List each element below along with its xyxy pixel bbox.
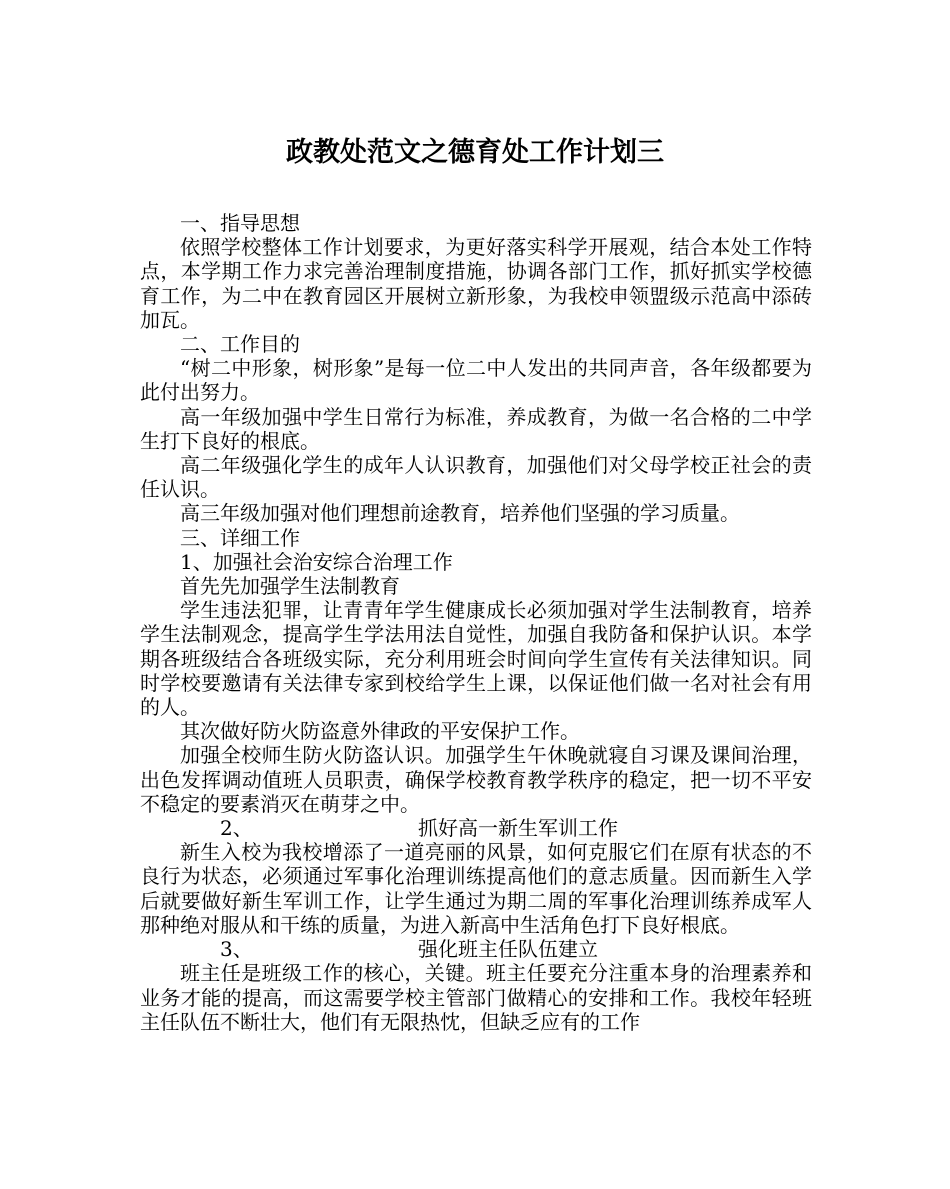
paragraph: 高二年级强化学生的成年人认识教育，加强他们对父母学校正社会的责任认识。 [140,453,812,502]
subsection-heading: 1、加强社会治安综合治理工作 [180,549,453,574]
paragraph: 高三年级加强对他们理想前途教育，培养他们坚强的学习质量。 [180,501,740,526]
paragraph: “树二中形象，树形象”是每一位二中人发出的共同声音，各年级都要为此付出努力。 [140,356,812,405]
document-title: 政教处范文之德育处工作计划三 [286,137,664,168]
paragraph: 班主任是班级工作的核心，关键。班主任要充分注重本身的治理素养和业务才能的提高，而这需要学校主管部门做精心的安排和工作。我校年轻班主任队伍不断壮大，他们有无限热忱，但缺乏应有的工作 [140,961,812,1034]
paragraph: 高一年级加强中学生日常行为标准，养成教育，为做一名合格的二中学生打下良好的根底。 [140,404,812,453]
subsection-title: 强化班主任队伍建立 [418,937,598,962]
section-heading: 二、工作目的 [180,332,300,357]
paragraph: 加强全校师生防火防盗认识。加强学生午休晚就寝自习课及课间治理，出色发挥调动值班人员职责，确保学校教育教学秩序的稳定，把一切不平安不稳定的要素消灭在萌芽之中。 [140,743,812,816]
section-heading: 三、详细工作 [180,525,300,550]
subsection-number: 2、 [220,816,253,841]
paragraph: 新生入校为我校增添了一道亮丽的风景，如何克服它们在原有状态的不良行为状态，必须通过军事化治理训练提高他们的意志质量。因而新生入学后就要做好新生军训工作，让学生通过为期二周的军事化治理训练养成军人那种绝对服从和干练的质量，为进入新高中生活角色打下良好根底。 [140,840,812,937]
section-heading: 一、指导思想 [180,211,300,235]
document-body [140,211,812,1034]
paragraph: 学生违法犯罪，让青青年学生健康成长必须加强对学生法制教育，培养学生法制观念，提高学生学法用法自觉性，加强自我防备和保护认识。本学期各班级结合各班级实际，充分利用班会时间向学生宣传有关法律知识。同时学校要邀请有关法律专家到校给学生上课，以保证他们做一名对社会有用的人。 [140,598,812,720]
subsection-heading [140,816,812,840]
subsection-heading [140,937,812,961]
paragraph: 其次做好防火防盗意外律政的平安保护工作。 [180,719,580,744]
subsection-title: 抓好高一新生军训工作 [418,816,618,841]
subsection-number: 3、 [220,937,253,962]
paragraph: 依照学校整体工作计划要求，为更好落实科学开展观，结合本处工作特点，本学期工作力求完善治理制度措施，协调各部门工作，抓好抓实学校德育工作，为二中在教育园区开展树立新形象，为我校申领盟级示范高中添砖加瓦。 [140,235,812,332]
paragraph: 首先先加强学生法制教育 [180,574,400,599]
